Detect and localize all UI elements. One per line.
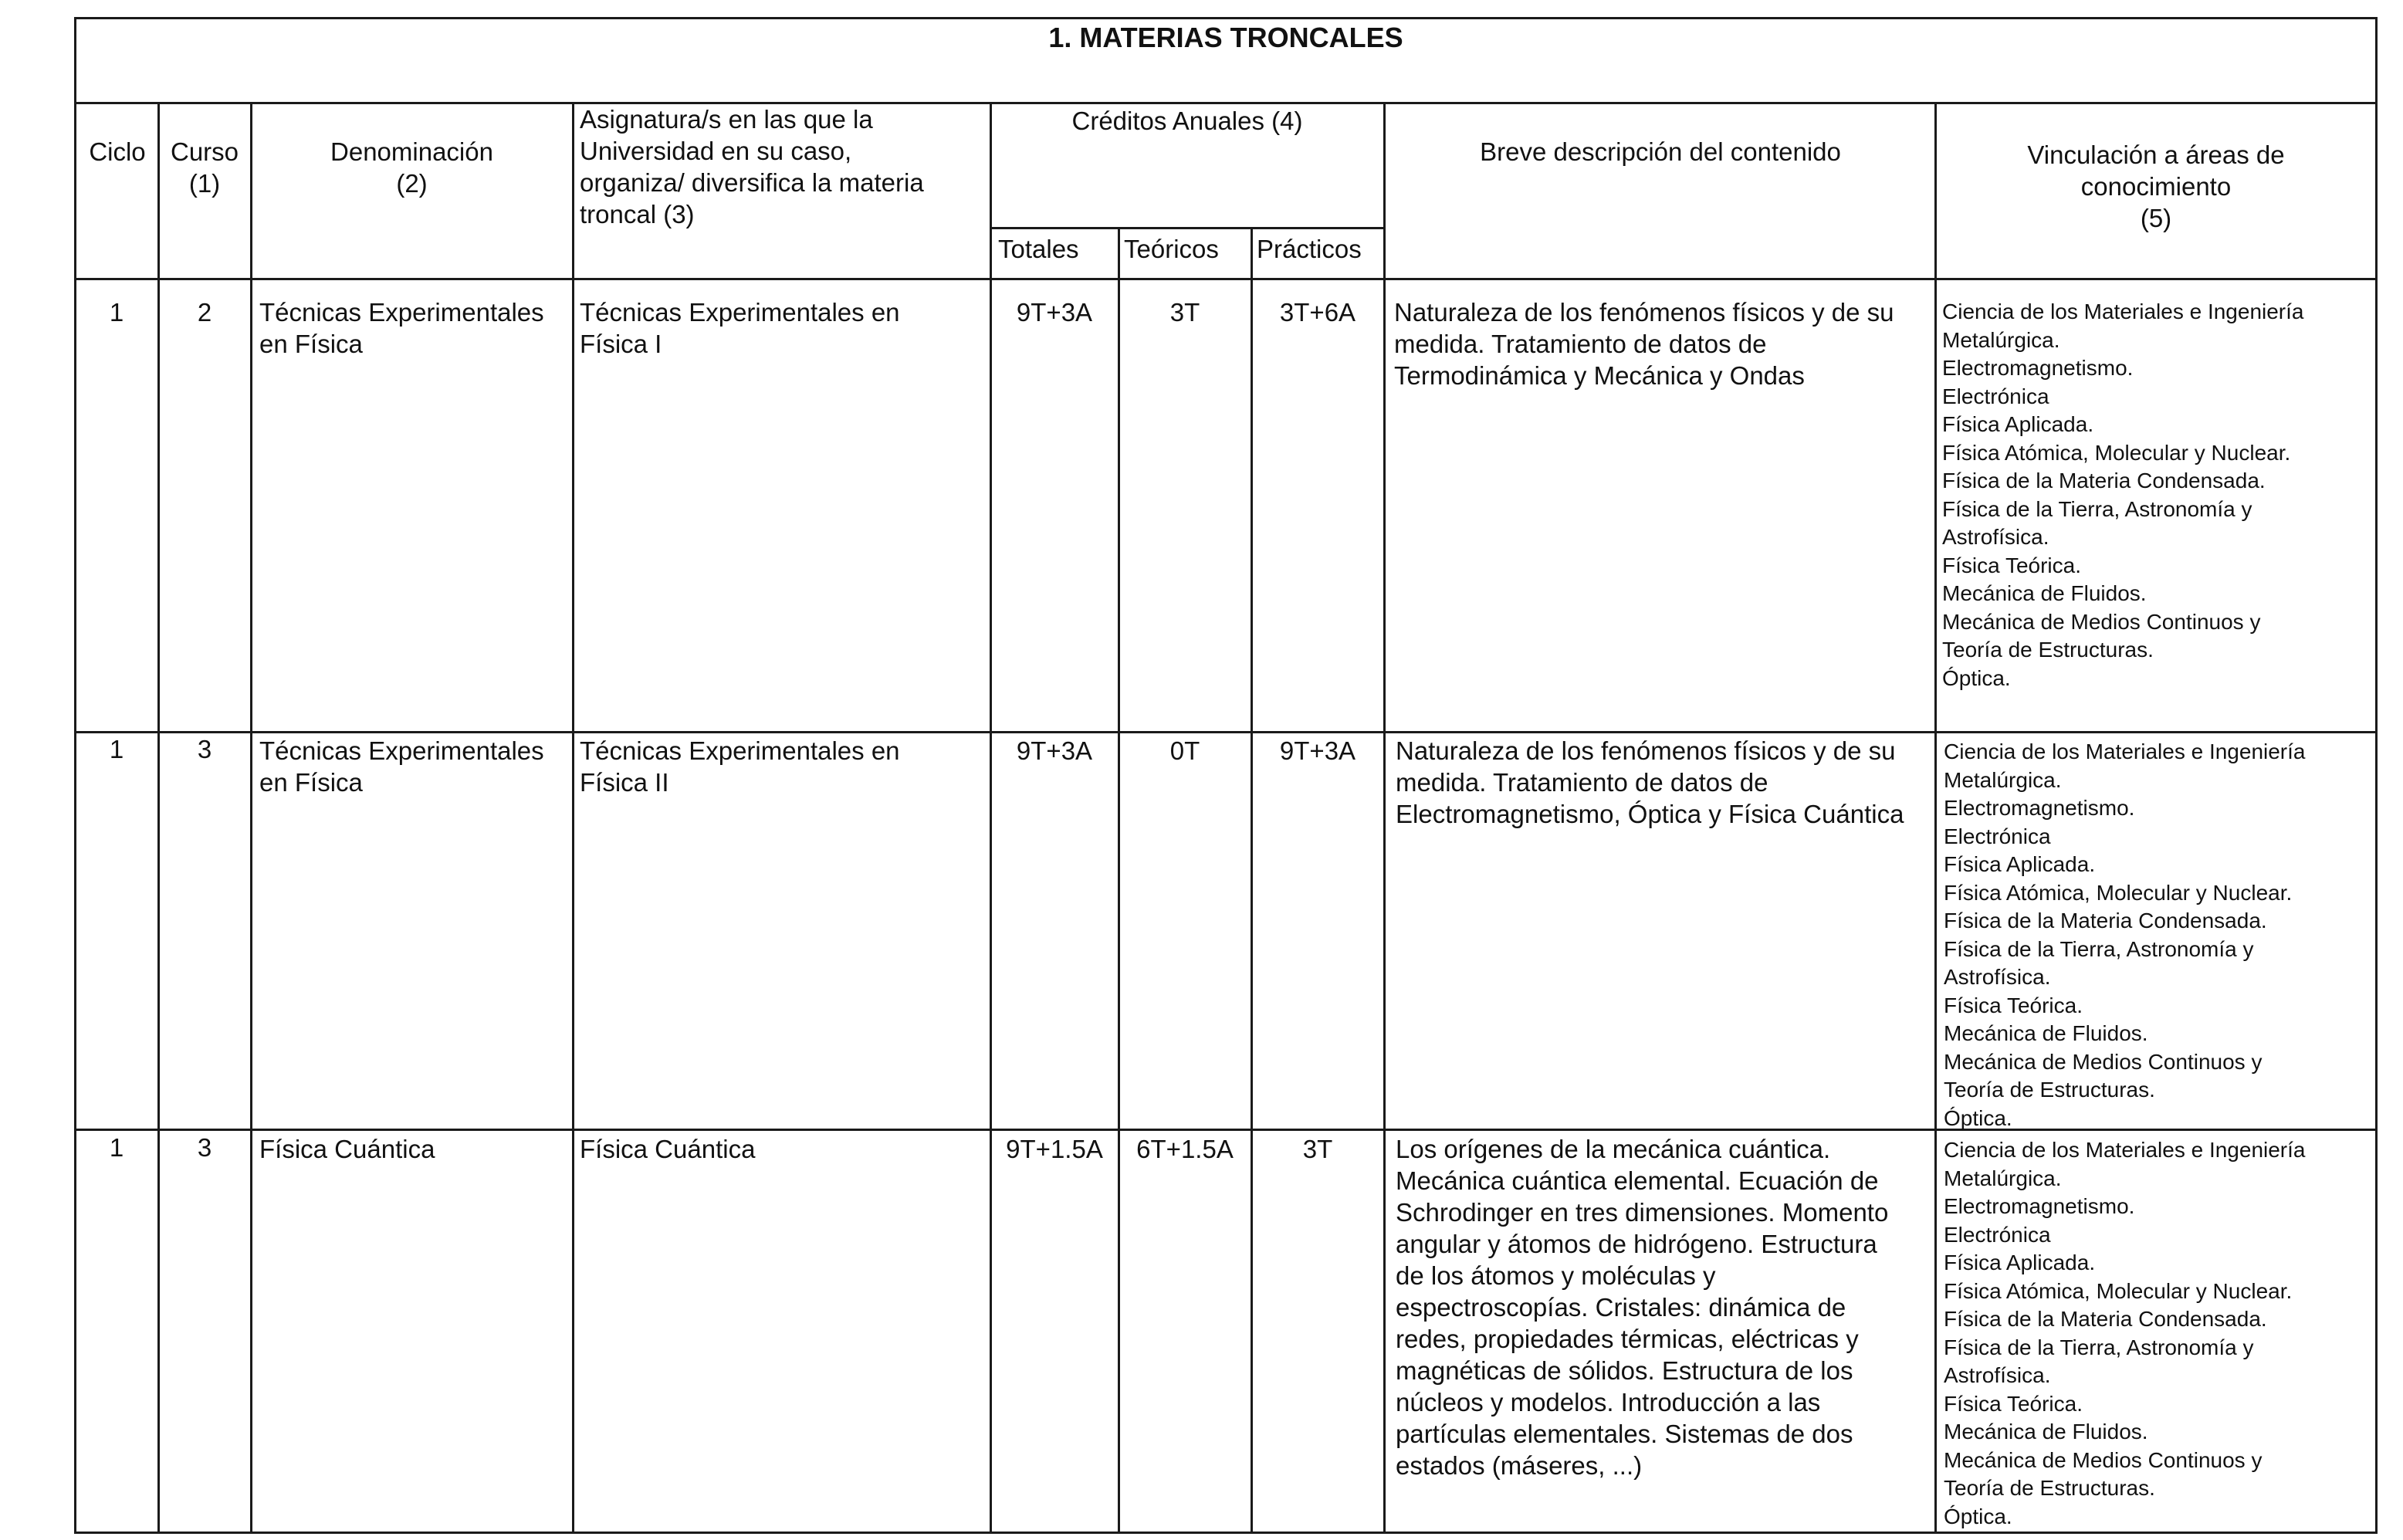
cell-denominacion: Técnicas Experimentales en Física: [259, 298, 544, 358]
col-divider-teoricos: [1251, 227, 1253, 1534]
cell-practicos: 9T+3A: [1279, 736, 1356, 765]
creditos-subheader-divider: [990, 227, 1383, 229]
cell-teoricos: 6T+1.5A: [1136, 1135, 1234, 1163]
cell-curso: 3: [197, 1133, 212, 1162]
header-divider: [74, 278, 2378, 280]
cell-denominacion: Técnicas Experimentales en Física: [259, 736, 544, 797]
cell-denominacion: Física Cuántica: [259, 1135, 435, 1163]
header-totales: Totales: [998, 235, 1079, 263]
row-divider-1: [74, 731, 2378, 733]
title-divider: [74, 102, 2378, 104]
header-practicos: Prácticos: [1257, 235, 1362, 263]
cell-teoricos: 3T: [1169, 298, 1200, 327]
header-asignaturas: Asignatura/s en las que la Universidad en su caso, organiza/ diversifica la materia troncal (3): [580, 105, 924, 228]
cell-ciclo: 1: [109, 735, 124, 763]
header-ciclo: Ciclo: [89, 137, 146, 166]
col-divider-descripcion: [1934, 102, 1937, 1534]
col-divider-denominacion: [572, 102, 574, 1534]
cell-descripcion: Naturaleza de los fenómenos físicos y de su medida. Tratamiento de datos de Termodinámica y Mecánica y Ondas: [1394, 298, 1894, 390]
cell-descripcion: Naturaleza de los fenómenos físicos y de su medida. Tratamiento de datos de Electromagnetismo, Óptica y Física Cuántica: [1396, 736, 1904, 828]
cell-ciclo: 1: [109, 1133, 124, 1162]
cell-asignatura: Técnicas Experimentales en Física I: [580, 298, 900, 358]
table-title: 1. MATERIAS TRONCALES: [1048, 22, 1403, 53]
header-teoricos: Teóricos: [1124, 235, 1219, 263]
cell-teoricos: 0T: [1169, 736, 1200, 765]
cell-areas: Ciencia de los Materiales e Ingeniería Metalúrgica. Electromagnetismo. Electrónica Física Aplicada. Física Atómica, Molecular y Nuclear. Física de la Materia Condensada. Física de la Tierra, Astronomía y Astrofísica. Física Teórica. Mecánica de Fluidos. Mecánica de Medios Continuos y Teoría de Estructuras. Óptica.: [1942, 300, 2304, 690]
cell-asignatura: Técnicas Experimentales en Física II: [580, 736, 900, 797]
cell-curso: 3: [197, 735, 212, 763]
header-descripcion: Breve descripción del contenido: [1480, 137, 1841, 166]
cell-practicos: 3T+6A: [1279, 298, 1356, 327]
header-vinculacion: Vinculación a áreas de conocimiento (5): [2027, 140, 2285, 232]
cell-curso: 2: [197, 298, 212, 327]
cell-practicos: 3T: [1302, 1135, 1333, 1163]
table-border-right: [2375, 17, 2378, 1534]
col-divider-practicos: [1383, 102, 1386, 1534]
table-border-top: [74, 17, 2378, 19]
cell-totales: 9T+3A: [1016, 736, 1093, 765]
cell-totales: 9T+3A: [1016, 298, 1093, 327]
troncales-table: [74, 17, 2378, 1534]
cell-ciclo: 1: [109, 298, 124, 327]
cell-asignatura: Física Cuántica: [580, 1135, 756, 1163]
col-divider-totales: [1118, 227, 1120, 1534]
col-divider-curso: [250, 102, 252, 1534]
table-border-left: [74, 17, 76, 1534]
cell-areas: Ciencia de los Materiales e Ingeniería Metalúrgica. Electromagnetismo. Electrónica Física Aplicada. Física Atómica, Molecular y Nuclear. Física de la Materia Condensada. Física de la Tierra, Astronomía y Astrofísica. Física Teórica. Mecánica de Fluidos. Mecánica de Medios Continuos y Teoría de Estructuras. Óptica.: [1944, 740, 2306, 1130]
cell-totales: 9T+1.5A: [1006, 1135, 1103, 1163]
header-curso: Curso (1): [170, 137, 239, 198]
header-denominacion: Denominación (2): [330, 137, 493, 198]
cell-descripcion: Los orígenes de la mecánica cuántica. Mecánica cuántica elemental. Ecuación de Schrodinger en tres dimensiones. Momento angular y átomos de hidrógeno. Estructura de los átomos y moléculas y espectroscopías. Cristales: dinámica de redes, propiedades térmicas, eléctricas y magnéticas de sólidos. Estructura de los núcleos y modelos. Introducción a las partículas elementales. Sistemas de dos estados (máseres, ...): [1396, 1135, 1889, 1480]
table-border-bottom: [74, 1532, 2378, 1534]
header-creditos-anuales: Créditos Anuales (4): [1071, 107, 1303, 135]
cell-areas: Ciencia de los Materiales e Ingeniería Metalúrgica. Electromagnetismo. Electrónica Física Aplicada. Física Atómica, Molecular y Nuclear. Física de la Materia Condensada. Física de la Tierra, Astronomía y Astrofísica. Física Teórica. Mecánica de Fluidos. Mecánica de Medios Continuos y Teoría de Estructuras. Óptica.: [1944, 1138, 2306, 1528]
